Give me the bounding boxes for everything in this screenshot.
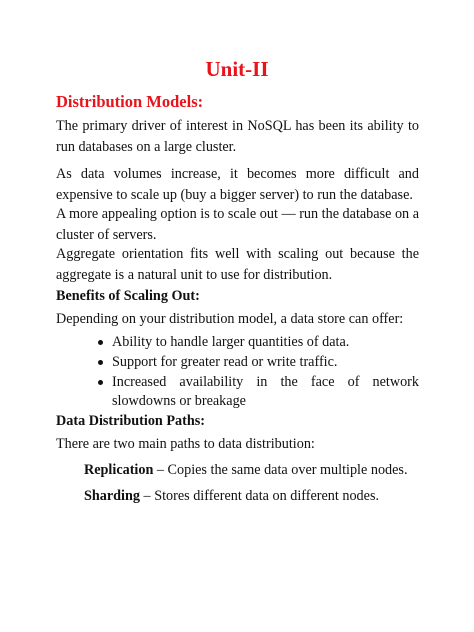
page-title: Unit-II xyxy=(205,57,269,81)
definition-description: – Stores different data on different nodes. xyxy=(140,488,380,504)
paragraph-paths-intro: There are two main paths to data distribution: xyxy=(56,436,315,452)
paragraph-data-volumes: As data volumes increase, it becomes more difficult and expensive to scale up (buy a bigger server) to run the database. xyxy=(56,166,419,203)
list-item-text: Ability to handle larger quantities of data. xyxy=(112,334,350,350)
benefits-list xyxy=(98,333,419,412)
paragraph-aggregate-orientation: Aggregate orientation fits well with scaling out because the aggregate is a natural unit to use for distribution. xyxy=(56,246,419,283)
list-item-text: Increased availability in the face of network slowdowns or breakage xyxy=(112,374,419,409)
section-heading-distribution-models: Distribution Models: xyxy=(56,92,204,111)
definition-term: Replication xyxy=(84,462,154,478)
definition-replication xyxy=(84,460,408,480)
paragraph-scale-out: A more appealing option is to scale out — run the database on a cluster of servers. xyxy=(56,206,419,243)
definition-sharding xyxy=(84,486,379,506)
list-item xyxy=(98,333,419,352)
paragraph-primary-driver: The primary driver of interest in NoSQL has been its ability to run databases on a large cluster. xyxy=(56,118,419,155)
bullet-icon xyxy=(98,360,103,365)
definition-description: – Copies the same data over multiple nodes. xyxy=(153,462,408,478)
paragraph-benefits-intro: Depending on your distribution model, a data store can offer: xyxy=(56,311,404,327)
bullet-icon xyxy=(98,380,103,385)
list-item xyxy=(98,353,419,372)
subheading-data-distribution-paths: Data Distribution Paths: xyxy=(56,413,205,429)
bullet-icon xyxy=(98,340,103,345)
list-item xyxy=(98,373,419,411)
definition-term: Sharding xyxy=(84,488,140,504)
subheading-benefits: Benefits of Scaling Out: xyxy=(56,288,200,304)
list-item-text: Support for greater read or write traffic. xyxy=(112,354,338,370)
